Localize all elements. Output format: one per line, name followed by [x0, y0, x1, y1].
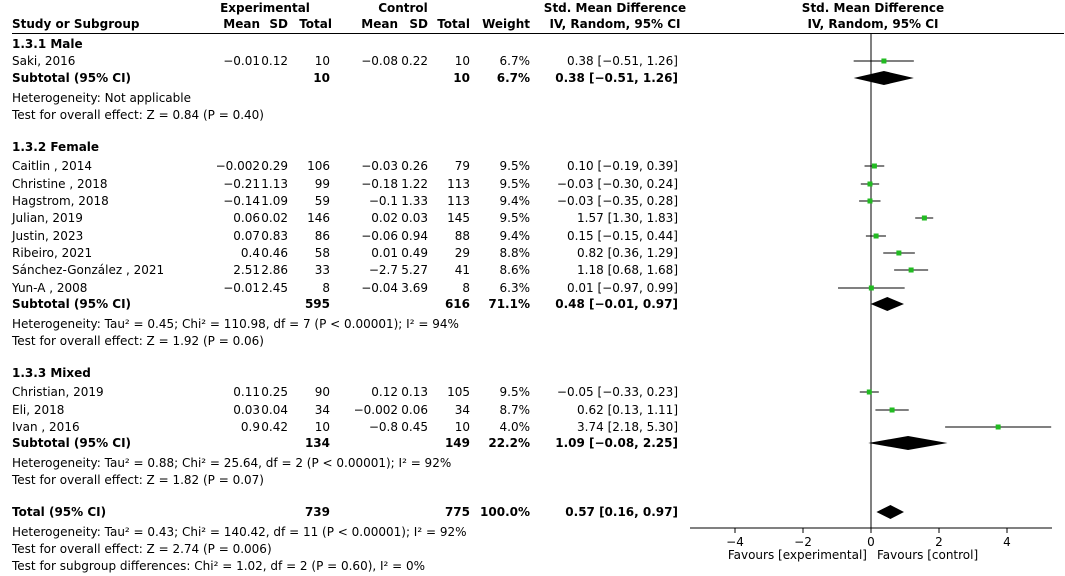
exp-sd: 0.83	[261, 229, 288, 243]
weight: 9.4%	[499, 229, 530, 243]
ctl-total: 113	[447, 194, 470, 208]
group-title-male: 1.3.1 Male	[12, 37, 83, 51]
weight: 9.5%	[499, 385, 530, 399]
ctl-sd: 0.26	[401, 159, 428, 173]
point-estimate	[909, 268, 914, 273]
exp-sd: 0.29	[261, 159, 288, 173]
ctl-sd: 5.27	[401, 263, 428, 277]
subtotal-ctl-total: 616	[444, 297, 470, 311]
ctl-total: 79	[454, 159, 470, 173]
total-heterogeneity-text: Heterogeneity: Tau² = 0.43; Chi² = 140.42, df = 11 (P < 0.00001); I² = 92%	[12, 525, 467, 539]
subtotal-ci: 1.09 [−0.08, 2.25]	[555, 436, 678, 450]
exp-mean: −0.002	[215, 159, 260, 173]
weight: 9.5%	[499, 211, 530, 225]
favours-experimental-label: Favours [experimental]	[727, 548, 867, 562]
total-exp-total: 739	[304, 505, 330, 519]
ctl-sd: 1.22	[401, 177, 428, 191]
study-name: Saki, 2016	[12, 54, 76, 68]
weight: 9.5%	[499, 177, 530, 191]
exp-sd: 1.13	[261, 177, 288, 191]
ctl-total: 88	[454, 229, 470, 243]
ci-text: 1.57 [1.30, 1.83]	[577, 211, 678, 225]
study-name: Justin, 2023	[12, 229, 84, 243]
ci-text: 0.82 [0.36, 1.29]	[577, 246, 678, 260]
point-estimate	[867, 182, 872, 187]
ci-text: 0.62 [0.13, 1.11]	[577, 403, 678, 417]
study-name: Ribeiro, 2021	[12, 246, 93, 260]
ctl-total: 10	[454, 54, 470, 68]
ctl-total: 145	[447, 211, 470, 225]
exp-mean: 0.11	[233, 385, 260, 399]
exp-total: 90	[314, 385, 330, 399]
subtotal-label: Subtotal (95% CI)	[12, 297, 132, 311]
ctl-sd: 0.45	[401, 420, 428, 434]
ctl-mean: −0.1	[368, 194, 398, 208]
exp-total: 106	[307, 159, 330, 173]
ctl-mean: −0.18	[361, 177, 398, 191]
exp-total: 146	[307, 211, 330, 225]
exp-total: 59	[314, 194, 330, 208]
header-experimental: Experimental	[220, 1, 310, 15]
overall-effect-text: Test for overall effect: Z = 1.92 (P = 0.06)	[12, 334, 264, 348]
exp-mean: 0.06	[233, 211, 260, 225]
ci-text: 0.38 [−0.51, 1.26]	[566, 54, 678, 68]
exp-mean: 0.07	[233, 229, 260, 243]
study-name: Ivan , 2016	[12, 420, 80, 434]
overall-effect-text: Test for overall effect: Z = 1.82 (P = 0.07)	[12, 473, 264, 487]
ctl-mean: −0.04	[361, 281, 398, 295]
point-estimate	[867, 199, 872, 204]
total-overall-effect-text: Test for overall effect: Z = 2.74 (P = 0.006)	[12, 542, 272, 556]
ctl-sd: 0.22	[401, 54, 428, 68]
exp-sd: 0.42	[261, 420, 288, 434]
ctl-total: 113	[447, 177, 470, 191]
ci-text: 0.15 [−0.15, 0.44]	[566, 229, 678, 243]
x-tick-label: 4	[1003, 535, 1011, 549]
ctl-total: 10	[454, 420, 470, 434]
ci-text: 0.10 [−0.19, 0.39]	[566, 159, 678, 173]
exp-sd: 2.45	[261, 281, 288, 295]
study-name: Christian, 2019	[12, 385, 104, 399]
point-estimate	[874, 234, 879, 239]
total-ctl-total: 775	[444, 505, 470, 519]
total-weight: 100.0%	[480, 505, 530, 519]
ctl-sd: 0.03	[401, 211, 428, 225]
ctl-total: 34	[454, 403, 470, 417]
exp-mean: −0.14	[223, 194, 260, 208]
exp-sd: 0.46	[261, 246, 288, 260]
subtotal-weight: 71.1%	[488, 297, 530, 311]
header-ctl-mean: Mean	[361, 17, 398, 31]
study-name: Yun-A , 2008	[12, 281, 88, 295]
header-study: Study or Subgroup	[12, 17, 140, 31]
exp-total: 10	[314, 420, 330, 434]
point-estimate	[922, 216, 927, 221]
weight: 6.7%	[499, 54, 530, 68]
ci-text: 1.18 [0.68, 1.68]	[577, 263, 678, 277]
subtotal-ci: 0.48 [−0.01, 0.97]	[555, 297, 678, 311]
subtotal-ctl-total: 10	[453, 71, 470, 85]
subtotal-weight: 22.2%	[488, 436, 530, 450]
study-name: Sánchez-González , 2021	[12, 263, 165, 277]
ctl-total: 105	[447, 385, 470, 399]
header-plot-smd: Std. Mean Difference	[801, 1, 945, 15]
exp-total: 10	[314, 54, 330, 68]
weight: 8.6%	[499, 263, 530, 277]
ctl-mean: −0.06	[361, 229, 398, 243]
subtotal-ci: 0.38 [−0.51, 1.26]	[555, 71, 678, 85]
heterogeneity-text: Heterogeneity: Tau² = 0.88; Chi² = 25.64, df = 2 (P < 0.00001); I² = 92%	[12, 456, 452, 470]
exp-total: 34	[314, 403, 330, 417]
exp-sd: 1.09	[261, 194, 288, 208]
exp-mean: 2.51	[233, 263, 260, 277]
exp-mean: 0.9	[240, 420, 260, 434]
ctl-mean: −0.03	[361, 159, 398, 173]
pooled-diamond	[871, 297, 904, 311]
exp-sd: 0.12	[261, 54, 288, 68]
exp-sd: 0.02	[261, 211, 288, 225]
exp-total: 8	[322, 281, 330, 295]
x-tick-label: −2	[794, 535, 812, 549]
ctl-sd: 0.49	[401, 246, 428, 260]
exp-total: 58	[314, 246, 330, 260]
study-name: Caitlin , 2014	[12, 159, 93, 173]
ctl-mean: 0.01	[371, 246, 398, 260]
exp-total: 33	[314, 263, 330, 277]
x-tick-label: 2	[935, 535, 943, 549]
ci-text: −0.03 [−0.30, 0.24]	[556, 177, 678, 191]
exp-mean: −0.01	[223, 54, 260, 68]
pooled-diamond	[868, 436, 947, 450]
ctl-sd: 1.33	[401, 194, 428, 208]
heterogeneity-text: Heterogeneity: Tau² = 0.45; Chi² = 110.98, df = 7 (P < 0.00001); I² = 94%	[12, 317, 459, 331]
header-exp-mean: Mean	[223, 17, 260, 31]
favours-control-label: Favours [control]	[877, 548, 979, 562]
header-exp-total: Total	[299, 17, 332, 31]
ctl-total: 8	[462, 281, 470, 295]
header-weight: Weight	[482, 17, 530, 31]
total-ci: 0.57 [0.16, 0.97]	[565, 505, 678, 519]
ci-text: 0.01 [−0.97, 0.99]	[566, 281, 678, 295]
subtotal-exp-total: 595	[304, 297, 330, 311]
ctl-sd: 0.06	[401, 403, 428, 417]
x-tick-label: 0	[867, 535, 875, 549]
header-plot-method: IV, Random, 95% CI	[807, 17, 939, 31]
ctl-sd: 0.13	[401, 385, 428, 399]
weight: 9.4%	[499, 194, 530, 208]
study-name: Christine , 2018	[12, 177, 108, 191]
subtotal-weight: 6.7%	[496, 71, 530, 85]
ctl-sd: 0.94	[401, 229, 428, 243]
ctl-total: 41	[454, 263, 470, 277]
weight: 4.0%	[499, 420, 530, 434]
total-label: Total (95% CI)	[12, 505, 107, 519]
weight: 9.5%	[499, 159, 530, 173]
pooled-diamond	[854, 71, 914, 85]
exp-sd: 0.04	[261, 403, 288, 417]
exp-total: 99	[314, 177, 330, 191]
header-control: Control	[378, 1, 428, 15]
point-estimate	[869, 286, 874, 291]
weight: 8.7%	[499, 403, 530, 417]
subgroup-differences-text: Test for subgroup differences: Chi² = 1.02, df = 2 (P = 0.60), I² = 0%	[12, 559, 426, 573]
header-ctl-sd: SD	[409, 17, 428, 31]
point-estimate	[996, 425, 1001, 430]
ctl-sd: 3.69	[401, 281, 428, 295]
group-title-female: 1.3.2 Female	[12, 140, 100, 154]
ctl-total: 29	[454, 246, 470, 260]
heterogeneity-text: Heterogeneity: Not applicable	[12, 91, 191, 105]
point-estimate	[890, 408, 895, 413]
header-smd: Std. Mean Difference	[543, 1, 687, 15]
point-estimate	[867, 390, 872, 395]
study-name: Julian, 2019	[12, 211, 83, 225]
ctl-mean: 0.02	[371, 211, 398, 225]
subtotal-label: Subtotal (95% CI)	[12, 436, 132, 450]
exp-mean: −0.21	[223, 177, 260, 191]
subtotal-label: Subtotal (95% CI)	[12, 71, 132, 85]
subtotal-ctl-total: 149	[444, 436, 470, 450]
subtotal-exp-total: 134	[304, 436, 330, 450]
point-estimate	[872, 164, 877, 169]
exp-mean: 0.4	[240, 246, 260, 260]
ctl-mean: −0.08	[361, 54, 398, 68]
ctl-mean: −0.002	[353, 403, 398, 417]
point-estimate	[896, 251, 901, 256]
subtotal-exp-total: 10	[313, 71, 330, 85]
exp-sd: 2.86	[261, 263, 288, 277]
header-exp-sd: SD	[269, 17, 288, 31]
point-estimate	[881, 59, 886, 64]
exp-mean: −0.01	[223, 281, 260, 295]
exp-sd: 0.25	[261, 385, 288, 399]
ci-text: 3.74 [2.18, 5.30]	[577, 420, 678, 434]
ci-text: −0.03 [−0.35, 0.28]	[556, 194, 678, 208]
pooled-diamond	[876, 505, 904, 519]
study-name: Hagstrom, 2018	[12, 194, 109, 208]
exp-mean: 0.03	[233, 403, 260, 417]
header-method: IV, Random, 95% CI	[549, 17, 681, 31]
weight: 8.8%	[499, 246, 530, 260]
ctl-mean: −0.8	[368, 420, 398, 434]
ci-text: −0.05 [−0.33, 0.23]	[556, 385, 678, 399]
exp-total: 86	[314, 229, 330, 243]
header-ctl-total: Total	[437, 17, 470, 31]
weight: 6.3%	[499, 281, 530, 295]
x-tick-label: −4	[726, 535, 744, 549]
ctl-mean: −2.7	[368, 263, 398, 277]
overall-effect-text: Test for overall effect: Z = 0.84 (P = 0.40)	[12, 108, 264, 122]
group-title-mixed: 1.3.3 Mixed	[12, 366, 91, 380]
study-name: Eli, 2018	[12, 403, 65, 417]
ctl-mean: 0.12	[371, 385, 398, 399]
